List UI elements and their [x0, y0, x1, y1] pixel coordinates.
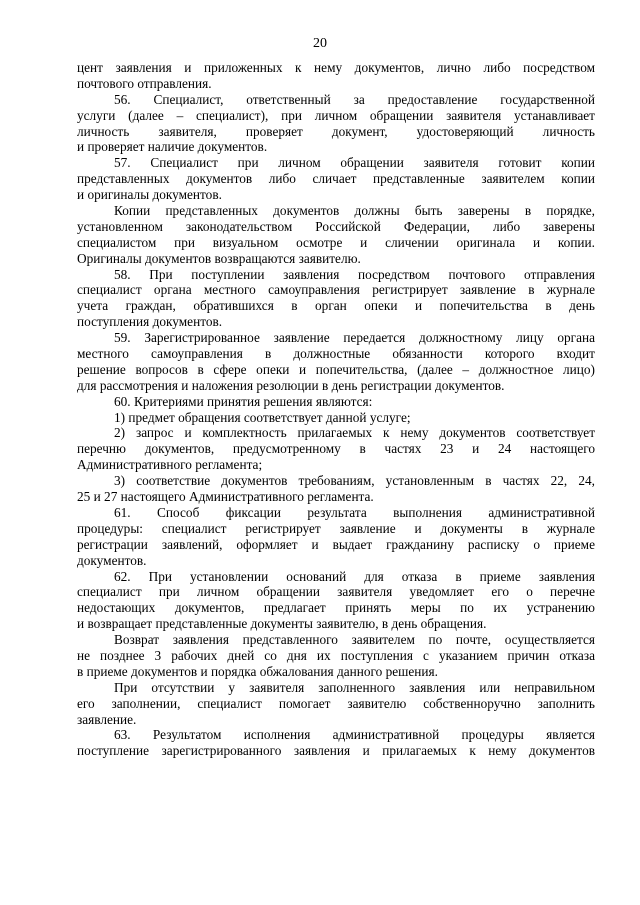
text-line: специалист при личном обращении заявителя уведомляет его о перечне	[77, 584, 595, 600]
text-line: 58. При поступлении заявления посредством почтового отправления	[114, 266, 595, 282]
text-line: недостающих документов, предлагает принять меры по их устранению	[77, 600, 595, 616]
text-line: и оригиналы документов.	[77, 187, 222, 203]
text-line: Копии представленных документов должны быть заверены в порядке,	[114, 203, 595, 219]
text-line: решение вопросов в сфере опеки и попечительства, (далее – должностное лицо)	[77, 361, 595, 377]
text-line: 56. Специалист, ответственный за предоставление государственной	[114, 91, 595, 107]
text-line: 1) предмет обращения соответствует данной услуге;	[114, 409, 411, 425]
page-number: 20	[313, 36, 327, 51]
text-line: 25 и 27 настоящего Административного регламента.	[77, 489, 374, 505]
text-line: заявление.	[77, 711, 137, 727]
text-line: установленном законодательством Российской Федерации, либо заверены	[77, 218, 595, 234]
text-line: для рассмотрения и наложения резолюции в день регистрации документов.	[77, 377, 505, 393]
text-line: 62. При установлении оснований для отказа в приеме заявления	[114, 568, 595, 584]
text-line: личность заявителя, проверяет документ, удостоверяющий личность	[77, 123, 595, 139]
text-line: Возврат заявления представленного заявителем по почте, осуществляется	[114, 632, 595, 648]
text-line: представленных документов либо сличает представленные заявителем копии	[77, 171, 595, 187]
text-line: почтового отправления.	[77, 75, 212, 91]
text-line: в приеме документов и порядка обжалования данного решения.	[77, 663, 438, 679]
document-body	[77, 60, 595, 759]
text-line: процедуры: специалист регистрирует заявление и документы в журнале	[77, 520, 595, 536]
text-line: специалист органа местного самоуправления регистрирует заявление в журнале	[77, 282, 595, 298]
text-line: Административного регламента;	[77, 457, 263, 473]
text-line: поступление зарегистрированного заявления и прилагаемых к нему документов	[77, 743, 595, 759]
text-line: Оригиналы документов возвращаются заявителю.	[77, 250, 361, 266]
text-line: учета граждан, обратившихся в орган опеки и попечительства в день	[77, 298, 595, 314]
text-line: местного самоуправления в должностные обязанности которого входит	[77, 346, 595, 362]
text-line: его заполнении, специалист помогает заявителю собственноручно заполнить	[77, 695, 595, 711]
text-line: поступления документов.	[77, 314, 223, 330]
text-line: специалистом при визуальном осмотре и сличении оригинала и копии.	[77, 234, 595, 250]
text-line: перечню документов, предусмотренному в частях 23 и 24 настоящего	[77, 441, 595, 457]
text-line: документов.	[77, 552, 147, 568]
text-line: цент заявления и приложенных к нему документов, лично либо посредством	[77, 60, 595, 75]
text-line: 63. Результатом исполнения административной процедуры является	[114, 727, 595, 743]
text-line: 2) запрос и комплектность прилагаемых к нему документов соответствует	[114, 425, 595, 441]
text-line: регистрации заявлений, оформляет и выдает гражданину расписку о приеме	[77, 536, 595, 552]
text-line: услуги (далее – специалист), при личном обращении заявителя устанавливает	[77, 107, 595, 123]
text-line: 61. Способ фиксации результата выполнения административной	[114, 504, 595, 520]
text-line: и возвращает представленные документы заявителю, в день обращения.	[77, 616, 487, 632]
text-line: и проверяет наличие документов.	[77, 139, 268, 155]
text-line: 60. Критериями принятия решения являются:	[114, 393, 373, 409]
text-line: 57. Специалист при личном обращении заявителя готовит копии	[114, 155, 595, 171]
text-line: 3) соответствие документов требованиям, установленным в частях 22, 24,	[114, 473, 595, 489]
text-line: 59. Зарегистрированное заявление передается должностному лицу органа	[114, 330, 595, 346]
text-line: не позднее 3 рабочих дней со дня их поступления с указанием причин отказа	[77, 647, 595, 663]
text-line: При отсутствии у заявителя заполненного заявления или неправильном	[114, 679, 595, 695]
